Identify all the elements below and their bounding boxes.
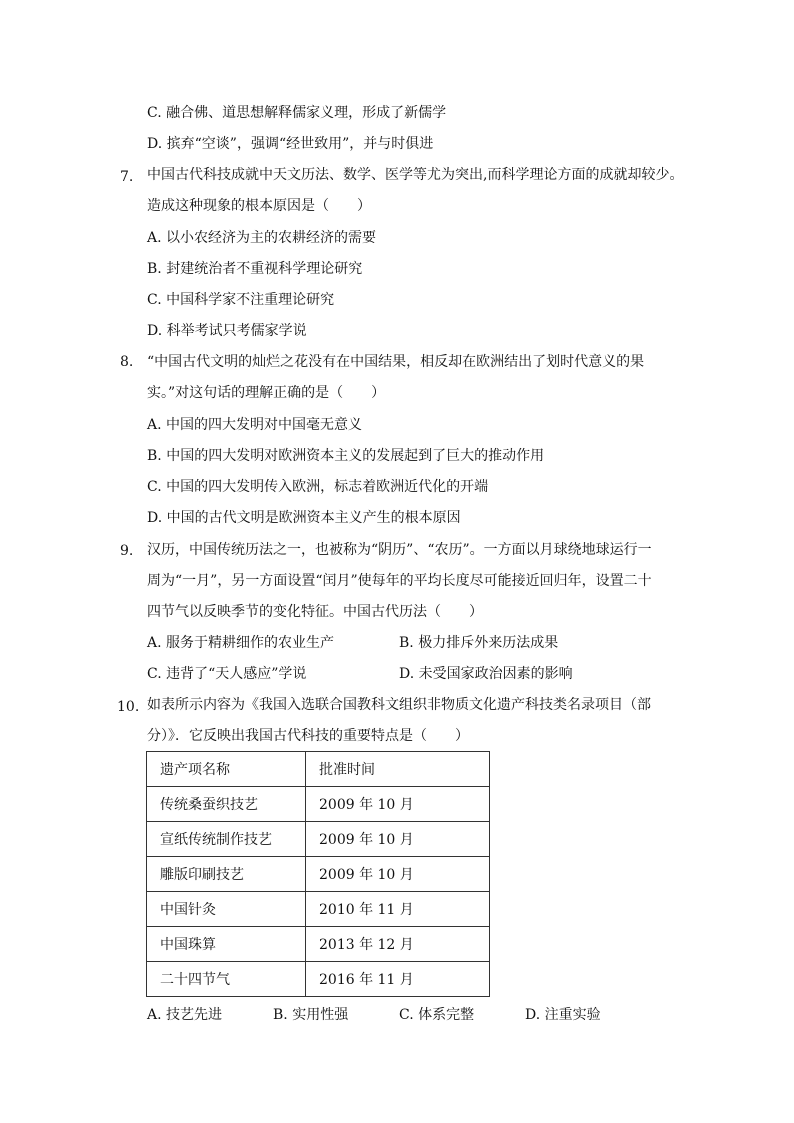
table-cell-date: 2016 年 11 月 bbox=[306, 962, 490, 997]
q9-number: 9. bbox=[120, 543, 134, 559]
q9-stem-line2: 周为“一月”，另一方面设置“闰月”使每年的平均长度尽可能接近回归年，设置二十 bbox=[147, 573, 652, 589]
table-cell-date: 2010 年 11 月 bbox=[306, 892, 490, 927]
q7-option-a: A. 以小农经济为主的农耕经济的需要 bbox=[147, 230, 377, 246]
q8-option-c: C. 中国的四大发明传入欧洲，标志着欧洲近代化的开端 bbox=[147, 479, 489, 495]
table-header-name: 遗产项名称 bbox=[147, 752, 306, 787]
table-cell-name: 中国珠算 bbox=[147, 927, 306, 962]
table-row bbox=[147, 927, 490, 962]
q6-option-d: D. 摈弃“空谈”，强调“经世致用”，并与时俱进 bbox=[147, 136, 434, 152]
q7-number: 7. bbox=[120, 169, 134, 185]
table-cell-name: 中国针灸 bbox=[147, 892, 306, 927]
q9-option-d: D. 未受国家政治因素的影响 bbox=[399, 666, 573, 682]
q9-option-a: A. 服务于精耕细作的农业生产 bbox=[147, 635, 335, 651]
table-row bbox=[147, 857, 490, 892]
q8-option-b: B. 中国的四大发明对欧洲资本主义的发展起到了巨大的推动作用 bbox=[147, 448, 545, 464]
q8-number: 8. bbox=[120, 354, 134, 370]
q8-stem-line2: 实。”对这句话的理解正确的是（ ） bbox=[147, 385, 386, 401]
q10-stem-line2: 分）》．它反映出我国古代科技的重要特点是（ ） bbox=[147, 728, 469, 744]
q10-option-d: D. 注重实验 bbox=[525, 1007, 601, 1023]
table-header-row bbox=[147, 752, 490, 787]
q7-option-b: B. 封建统治者不重视科学理论研究 bbox=[147, 261, 363, 277]
q7-option-c: C. 中国科学家不注重理论研究 bbox=[147, 292, 335, 308]
table-header-date: 批准时间 bbox=[306, 752, 490, 787]
q10-option-a: A. 技艺先进 bbox=[147, 1007, 223, 1023]
table-cell-date: 2009 年 10 月 bbox=[306, 787, 490, 822]
q7-stem-line1: 中国古代科技成就中天文历法、数学、医学等尤为突出,而科学理论方面的成就却较少。 bbox=[147, 167, 684, 183]
q10-number: 10. bbox=[117, 699, 140, 715]
q7-stem-line2: 造成这种现象的根本原因是（ ） bbox=[147, 198, 371, 214]
table-row bbox=[147, 892, 490, 927]
table-row bbox=[147, 962, 490, 997]
q10-option-c: C. 体系完整 bbox=[399, 1007, 475, 1023]
table-cell-date: 2013 年 12 月 bbox=[306, 927, 490, 962]
table-cell-name: 雕版印刷技艺 bbox=[147, 857, 306, 892]
q8-option-a: A. 中国的四大发明对中国毫无意义 bbox=[147, 417, 363, 433]
table-cell-name: 二十四节气 bbox=[147, 962, 306, 997]
q9-stem-line3: 四节气以反映季节的变化特征。中国古代历法（ ） bbox=[147, 604, 483, 620]
q8-option-d: D. 中国的古代文明是欧洲资本主义产生的根本原因 bbox=[147, 510, 461, 526]
q7-option-d: D. 科举考试只考儒家学说 bbox=[147, 323, 307, 339]
table-cell-name: 宣纸传统制作技艺 bbox=[147, 822, 306, 857]
q10-stem-line1: 如表所示内容为《我国入选联合国教科文组织非物质文化遗产科技类名录项目（部 bbox=[147, 697, 651, 713]
q9-option-b: B. 极力排斥外来历法成果 bbox=[399, 635, 559, 651]
q9-stem-line1: 汉历，中国传统历法之一，也被称为“阴历”、“农历”。一方面以月球绕地球运行一 bbox=[147, 542, 652, 558]
heritage-table bbox=[146, 751, 490, 997]
table-cell-date: 2009 年 10 月 bbox=[306, 857, 490, 892]
q8-stem-line1: “中国古代文明的灿烂之花没有在中国结果，相反却在欧洲结出了划时代意义的果 bbox=[147, 354, 645, 370]
q9-option-c: C. 违背了“天人感应”学说 bbox=[147, 666, 307, 682]
q6-option-c: C. 融合佛、道思想解释儒家义理，形成了新儒学 bbox=[147, 105, 447, 121]
table-row bbox=[147, 787, 490, 822]
table-cell-date: 2009 年 10 月 bbox=[306, 822, 490, 857]
table-cell-name: 传统桑蚕织技艺 bbox=[147, 787, 306, 822]
q10-option-b: B. 实用性强 bbox=[273, 1007, 349, 1023]
table-row bbox=[147, 822, 490, 857]
